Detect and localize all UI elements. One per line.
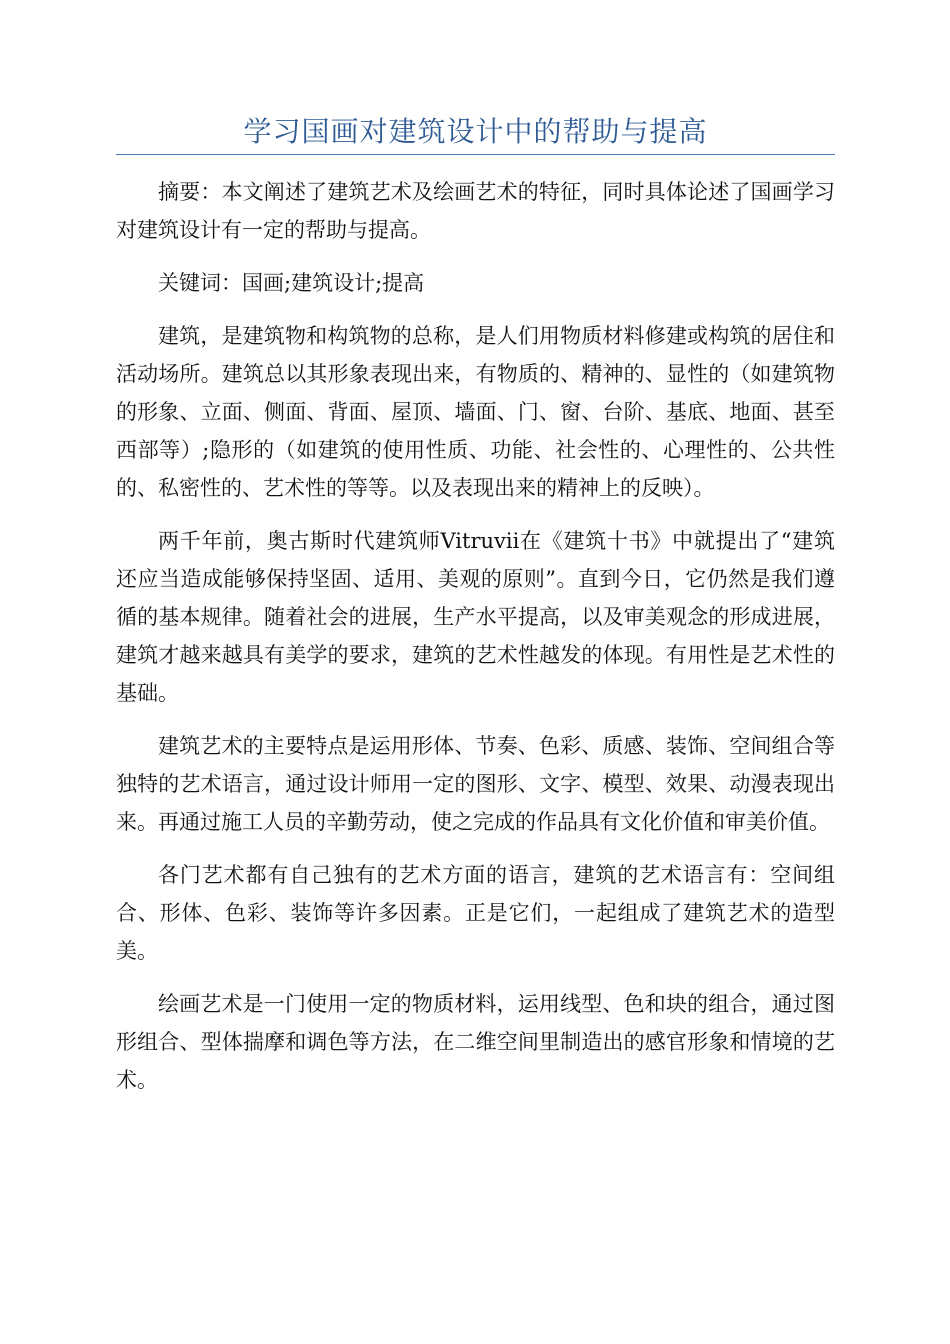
body-paragraph: 各门艺术都有自己独有的艺术方面的语言，建筑的艺术语言有：空间组合、形体、色彩、装饰等许多因素。正是它们，一起组成了建筑艺术的造型美。 — [116, 863, 835, 963]
body-paragraph: 建筑艺术的主要特点是运用形体、节奏、色彩、质感、装饰、空间组合等独特的艺术语言，通过设计师用一定的图形、文字、模型、效果、动漫表现出来。再通过施工人员的辛勤劳动，使之完成的作品具有文化价值和审美价值。 — [116, 734, 835, 834]
page-title: 学习国画对建筑设计中的帮助与提高 — [243, 115, 708, 148]
body-paragraph: 绘画艺术是一门使用一定的物质材料，运用线型、色和块的组合，通过图形组合、型体揣摩和调色等方法，在二维空间里制造出的感官形象和情境的艺术。 — [116, 992, 835, 1092]
body-paragraph: 两千年前，奥古斯时代建筑师Vitruvii在《建筑十书》中就提出了“建筑还应当造成能够保持坚固、适用、美观的原则”。直到今日，它仍然是我们遵循的基本规律。随着社会的进展，生产水平提高，以及审美观念的形成进展，建筑才越来越具有美学的要求，建筑的艺术性越发的体现。有用性是艺术性的基础。 — [116, 529, 835, 705]
abstract-paragraph: 摘要：本文阐述了建筑艺术及绘画艺术的特征，同时具体论述了国画学习对建筑设计有一定的帮助与提高。 — [116, 180, 835, 242]
body-paragraph: 建筑，是建筑物和构筑物的总称，是人们用物质材料修建或构筑的居住和活动场所。建筑总以其形象表现出来，有物质的、精神的、显性的（如建筑物的形象、立面、侧面、背面、屋顶、墙面、门、窗、台阶、基底、地面、甚至西部等）;隐形的（如建筑的使用性质、功能、社会性的、心理性的、公共性的、私密性的、艺术性的等等。以及表现出来的精神上的反映）。 — [116, 324, 835, 500]
keywords-paragraph: 关键词：国画;建筑设计;提高 — [158, 271, 425, 295]
document-body — [116, 173, 835, 1114]
title-underline — [116, 154, 835, 155]
